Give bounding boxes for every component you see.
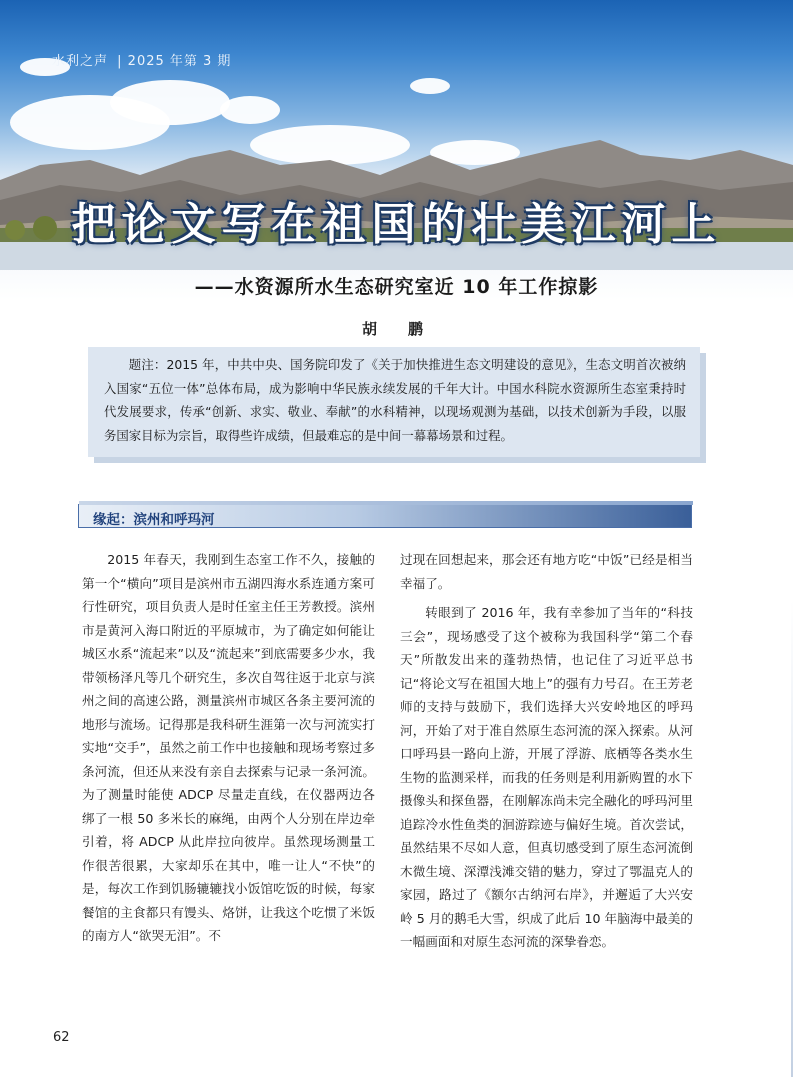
cloud-shape <box>110 80 230 125</box>
section-title: 缘起：滨州和呼玛河 <box>93 512 215 528</box>
article-title: 把论文写在祖国的壮美江河上 <box>71 199 722 250</box>
issue-label: | 2025 年第 3 期 <box>117 54 232 69</box>
article-subtitle: ——水资源所水生态研究室近 10 年工作掠影 <box>194 276 599 298</box>
paragraph: 2015 年春天，我刚到生态室工作不久，接触的第一个“横向”项目是滨州市五湖四海水系连通方案可行性研究，项目负责人是时任室主任王芳教授。滨州市是黄河入海口附近的平原城市，为了确定如何能让城区水系“流起来”以及“流起来”到底需要多少水，我带领杨泽凡等几个研究生，多次自驾往返于北京与滨州之间的高速公路，测量滨州市城区各条主要河流的地形与流场。记得那是我科研生涯第一次与河流实打实地“交手”，虽然之前工作中也接触和现场考察过多条河流，但还从来没有亲自去探索与记录一条河流。为了测量时能使 ADCP 尽量走直线，在仪器两边各绑了一根 50 多米长的麻绳，由两个人分别在岸边牵引着，将 ADCP 从此岸拉向彼岸。虽然现场测量工作很苦很累，大家却乐在其中，唯一让人“不快”的是，每次工作到饥肠辘辘找小饭馆吃饭的时候，每家餐馆的主食都只有馒头、烙饼，让我这个吃惯了米饭的南方人“欲哭无泪”。不 <box>82 552 375 943</box>
paragraph: 过现在回想起来，那会还有地方吃“中饭”已经是相当幸福了。 <box>400 552 693 591</box>
cloud-shape <box>410 78 450 94</box>
header-banner <box>0 0 793 300</box>
preface-box <box>88 347 700 457</box>
body-column-right <box>400 548 693 954</box>
preface-text: 题注：2015 年，中共中央、国务院印发了《关于加快推进生态文明建设的意见》，生态文明首次被纳入国家“五位一体”总体布局，成为影响中华民族永续发展的千年大计。中国水科院水资源所生态室秉持时代发展要求，传承“创新、求实、敬业、奉献”的水科精神，以现场观测为基础，以技术创新为手段，以服务国家目标为宗旨，取得些许成绩，但最难忘的是中间一幕幕场景和过程。 <box>104 357 686 443</box>
section-heading-strip <box>79 501 693 505</box>
body-column-left <box>82 548 375 948</box>
article-author: 胡 鹏 <box>361 320 431 338</box>
page-number: 62 <box>53 1030 70 1045</box>
magazine-header <box>52 50 231 69</box>
paragraph: 转眼到了 2016 年，我有幸参加了当年的“科技三会”，现场感受了这个被称为我国科学“第二个春天”所散发出来的蓬勃热情，也记住了习近平总书记“将论文写在祖国大地上”的强有力号召。在王芳老师的支持与鼓励下，我们选择大兴安岭地区的呼玛河，开始了对于准自然原生态河流的深入探索。从河口呼玛县一路向上游，开展了浮游、底栖等各类水生生物的监测采样，而我的任务则是利用新购置的水下摄像头和探鱼器，在刚解冻尚未完全融化的呼玛河里追踪冷水性鱼类的洄游踪迹与偏好生境。首次尝试，虽然结果不尽如人意，但真切感受到了原生态河流倒木微生境、深潭浅滩交错的魅力，穿过了鄂温克人的家园，路过了《额尔古纳河右岸》，并邂逅了大兴安岭 5 月的鹅毛大雪，织成了此后 10 年脑海中最美的一幅画面和对原生态河流的深挚眷恋。 <box>400 605 693 949</box>
cloud-shape <box>220 96 280 124</box>
magazine-name: 水利之声 <box>52 54 109 69</box>
section-heading-bar <box>78 504 692 528</box>
